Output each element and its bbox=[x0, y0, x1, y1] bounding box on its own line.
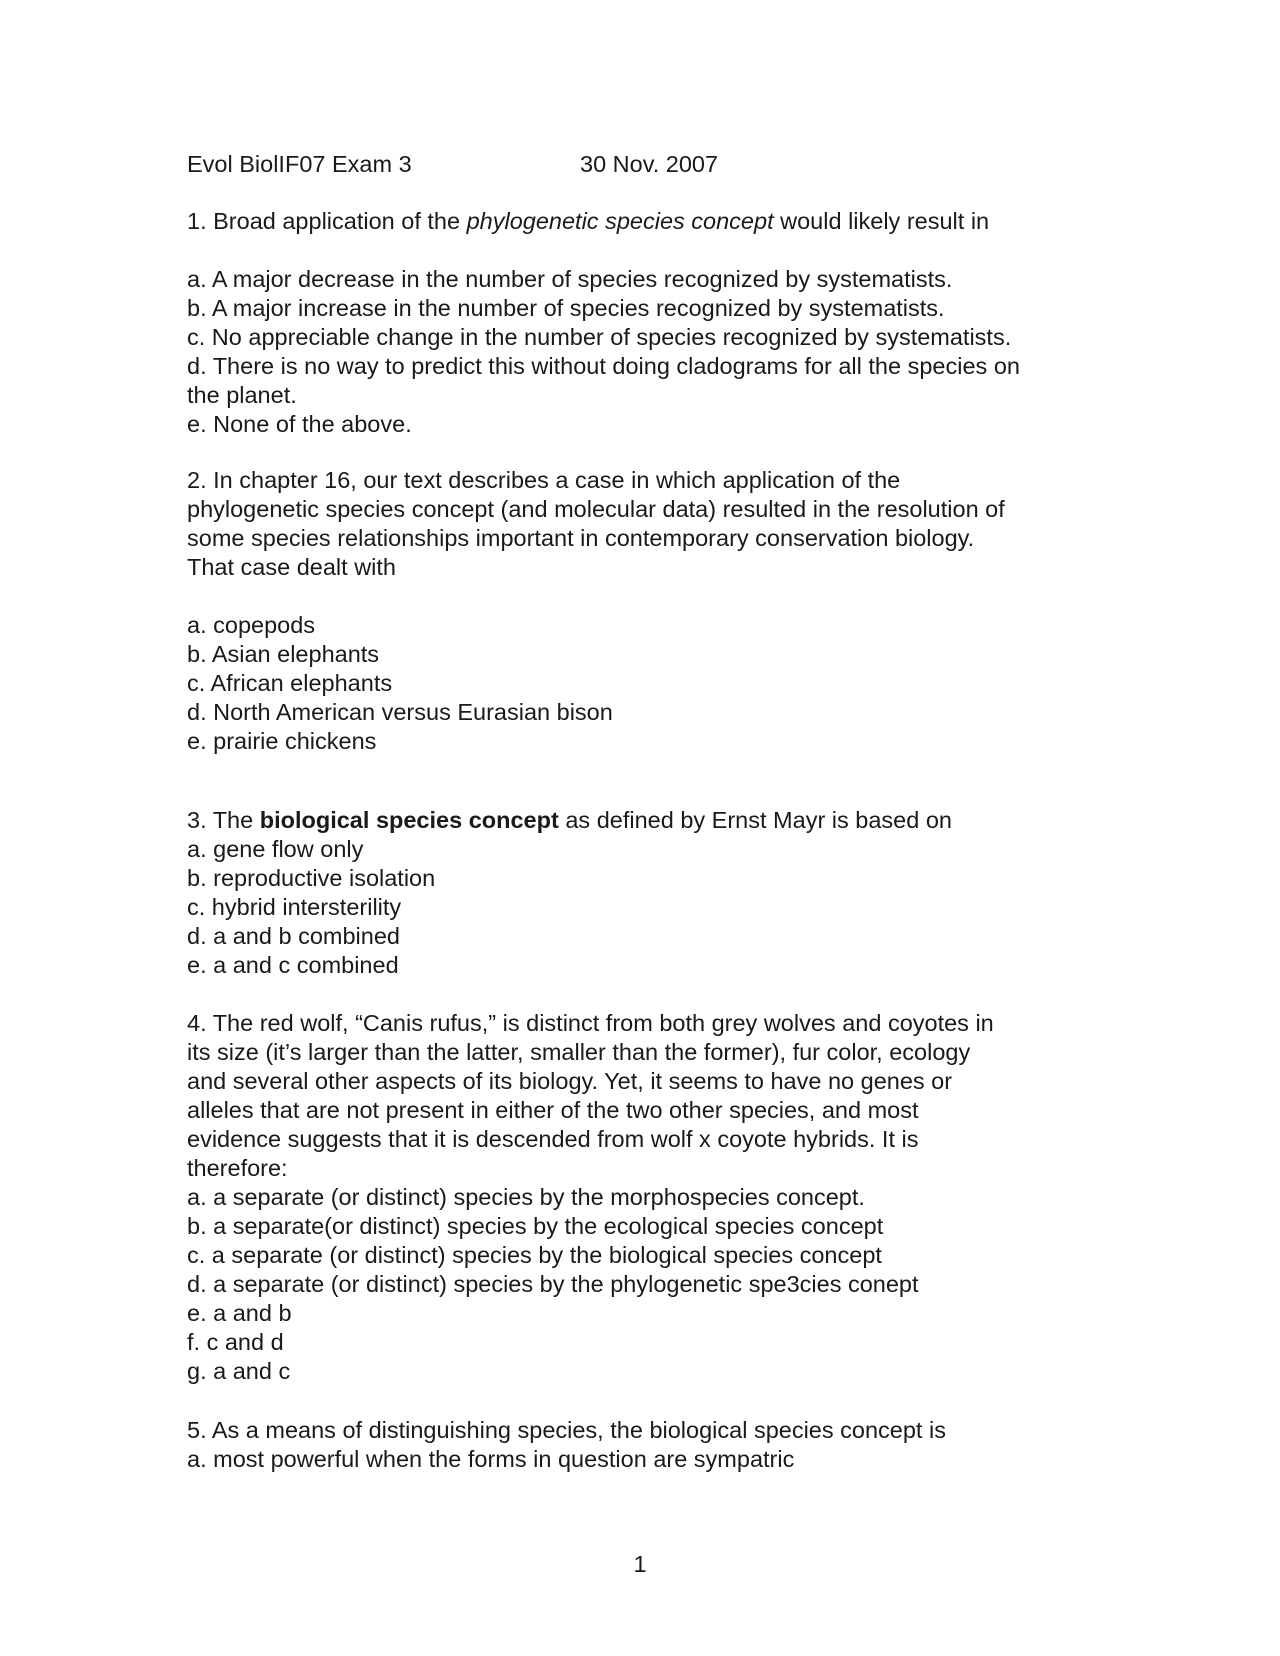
question-3-option-c: c. hybrid intersterility bbox=[187, 894, 402, 920]
exam-title: Evol BiolIF07 Exam 3 bbox=[187, 151, 412, 177]
question-4-option-c: c. a separate (or distinct) species by the biological species concept bbox=[187, 1242, 882, 1268]
question-1-option-d: d. There is no way to predict this without doing cladograms for all the species on bbox=[187, 353, 1020, 379]
question-4-option-d: d. a separate (or distinct) species by the phylogenetic spe3cies conept bbox=[187, 1271, 919, 1297]
question-2-line: That case dealt with bbox=[187, 554, 396, 580]
question-2-option-c: c. African elephants bbox=[187, 670, 393, 696]
question-1-option-b: b. A major increase in the number of species recognized by systematists. bbox=[187, 295, 945, 321]
question-5-stem: 5. As a means of distinguishing species, the biological species concept is bbox=[187, 1417, 946, 1443]
question-4 bbox=[187, 1009, 994, 1386]
question-1-suffix: would likely result in bbox=[773, 208, 990, 234]
question-3-option-e: e. a and c combined bbox=[187, 952, 399, 978]
question-2-option-d: d. North American versus Eurasian bison bbox=[187, 699, 613, 725]
question-4-line: and several other aspects of its biology. Yet, it seems to have no genes or bbox=[187, 1068, 953, 1094]
question-2-option-e: e. prairie chickens bbox=[187, 728, 377, 754]
question-3-option-d: d. a and b combined bbox=[187, 923, 400, 949]
question-2-options bbox=[187, 611, 613, 756]
question-1-options bbox=[187, 265, 1020, 439]
question-3-suffix: as defined by Ernst Mayr is based on bbox=[558, 807, 952, 833]
question-3-prefix: 3. The bbox=[187, 807, 260, 833]
question-3-stem bbox=[187, 806, 952, 835]
question-4-line: evidence suggests that it is descended from wolf x coyote hybrids. It is bbox=[187, 1126, 919, 1152]
exam-date: 30 Nov. 2007 bbox=[580, 151, 719, 177]
question-1-option-e: e. None of the above. bbox=[187, 411, 412, 437]
question-5 bbox=[187, 1416, 946, 1474]
question-1-option-a: a. A major decrease in the number of species recognized by systematists. bbox=[187, 266, 953, 292]
question-1-option-c: c. No appreciable change in the number of species recognized by systematists. bbox=[187, 324, 1012, 350]
question-2-option-a: a. copepods bbox=[187, 612, 316, 638]
question-5-option-a: a. most powerful when the forms in question are sympatric bbox=[187, 1446, 795, 1472]
question-2-option-b: b. Asian elephants bbox=[187, 641, 380, 667]
question-4-option-g: g. a and c bbox=[187, 1358, 291, 1384]
question-4-option-f: f. c and d bbox=[187, 1329, 284, 1355]
page-number: 1 bbox=[633, 1551, 647, 1577]
question-3-option-a: a. gene flow only bbox=[187, 836, 364, 862]
question-1-prefix: 1. Broad application of the bbox=[187, 208, 467, 234]
question-4-line: alleles that are not present in either of the two other species, and most bbox=[187, 1097, 919, 1123]
question-4-line: its size (it’s larger than the latter, smaller than the former), fur color, ecology bbox=[187, 1039, 971, 1065]
exam-header bbox=[187, 150, 719, 179]
question-1-option-d-continued: the planet. bbox=[187, 382, 297, 408]
question-1-emphasis: phylogenetic species concept bbox=[466, 208, 774, 234]
question-2-line: some species relationships important in contemporary conservation biology. bbox=[187, 525, 975, 551]
question-2-line: phylogenetic species concept (and molecular data) resulted in the resolution of bbox=[187, 496, 1005, 522]
question-4-line: 4. The red wolf, “Canis rufus,” is distinct from both grey wolves and coyotes in bbox=[187, 1010, 994, 1036]
question-2-stem bbox=[187, 466, 1005, 582]
question-4-option-a: a. a separate (or distinct) species by the morphospecies concept. bbox=[187, 1184, 865, 1210]
question-3 bbox=[187, 806, 952, 980]
question-4-option-e: e. a and b bbox=[187, 1300, 292, 1326]
question-1-stem bbox=[187, 207, 989, 236]
question-3-option-b: b. reproductive isolation bbox=[187, 865, 436, 891]
question-4-option-b: b. a separate(or distinct) species by the ecological species concept bbox=[187, 1213, 884, 1239]
question-4-line: therefore: bbox=[187, 1155, 288, 1181]
question-2-line: 2. In chapter 16, our text describes a case in which application of the bbox=[187, 467, 901, 493]
question-3-emphasis: biological species concept bbox=[259, 807, 559, 833]
